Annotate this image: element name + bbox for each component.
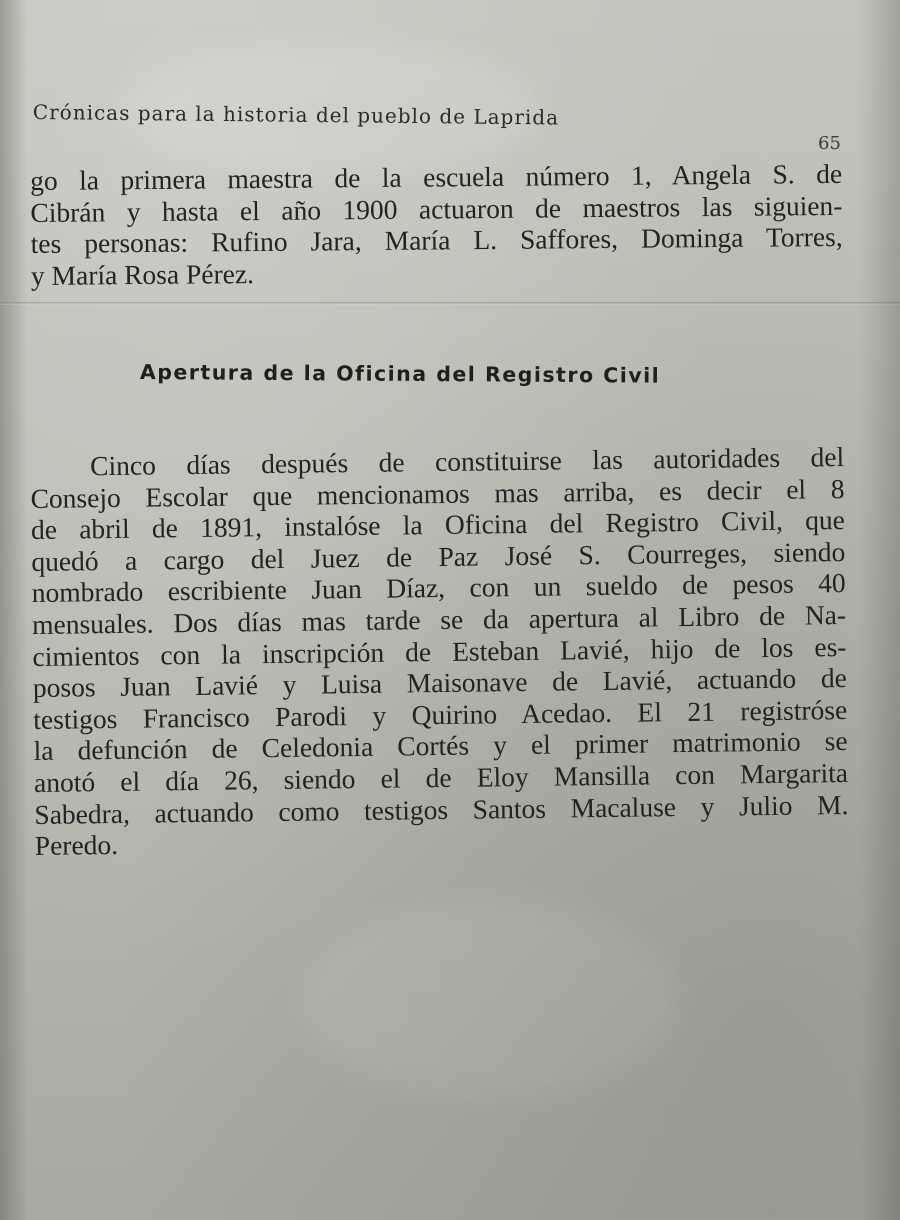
text-line: de abril de 1891, instalóse la Oficina del Registro Civil, que: [30, 504, 846, 546]
text-line: posos Juan Lavié y Luisa Maisonave de Lavié, actuando de: [32, 662, 848, 704]
previous-paragraph: [30, 158, 843, 291]
text-line: testigos Francisco Parodi y Quirino Acedao. El 21 registróse: [33, 693, 848, 735]
text-line: Peredo.: [34, 829, 119, 862]
text-line: Sabedra, actuando como testigos Santos Macaluse y Julio M.: [34, 788, 849, 830]
text-line: Consejo Escolar que mencionamos mas arriba, es decir el 8: [30, 472, 845, 514]
text-line: go la primera maestra de la escuela número 1, Angela S. de: [30, 157, 843, 196]
running-head-title: Crónicas para la historia del pueblo de Laprida: [32, 100, 560, 130]
text-line: anotó el día 26, siendo el de Eloy Mansilla con Margarita: [33, 756, 849, 798]
text-line: tes personas: Rufino Jara, María L. Saffores, Dominga Torres,: [30, 220, 843, 259]
section-paragraph: [30, 441, 849, 862]
text-line: cimientos con la inscripción de Esteban Lavié, hijo de los es-: [32, 630, 847, 672]
page-fold-crease: [0, 302, 900, 305]
text-line: mensuales. Dos días mas tarde se da apertura al Libro de Na-: [31, 599, 847, 640]
text-line: Cinco días después de constituirse las autoridades del: [89, 441, 845, 482]
text-line: y María Rosa Pérez.: [30, 257, 255, 291]
text-line: nombrado escribiente Juan Díaz, con un sueldo de pesos 40: [31, 567, 846, 609]
text-line: quedó a cargo del Juez de Paz José S. Courreges, siendo: [31, 535, 846, 577]
paper-highlight-lower: [300, 900, 680, 1100]
page-number: 65: [818, 133, 841, 154]
text-line: Cibrán y hasta el año 1900 actuaron de maestros las siguien-: [30, 189, 843, 228]
text-line: la defunción de Celedonia Cortés y el primer matrimonio se: [33, 725, 848, 767]
section-heading: Apertura de la Oficina del Registro Civil: [139, 360, 661, 388]
